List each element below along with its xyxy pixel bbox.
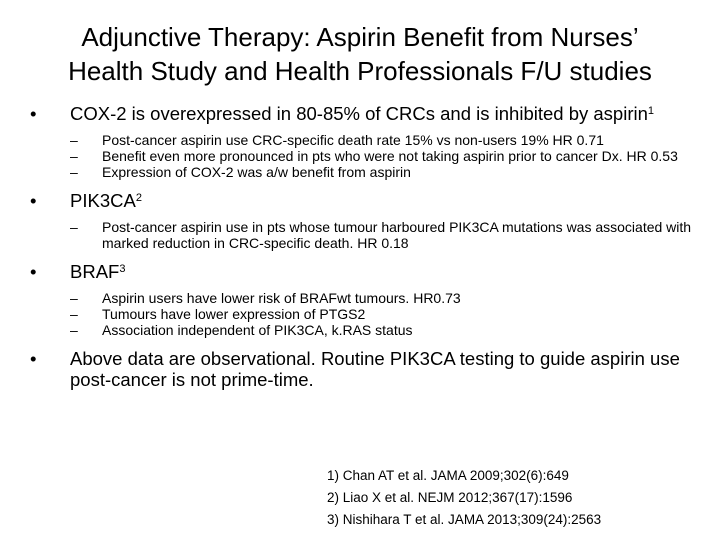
bullet-pik3ca <box>30 190 700 211</box>
slide-title-line-1: Adjunctive Therapy: Aspirin Benefit from Nurses’ <box>81 22 639 52</box>
sub-bullet: – Aspirin users have lower risk of BRAFwt tumours. HR0.73 <box>30 290 700 306</box>
sub-bullet: – Association independent of PIK3CA, k.RAS status <box>30 322 700 338</box>
sub-bullet: – Expression of COX-2 was a/w benefit from aspirin <box>30 164 700 180</box>
sub-bullet: – Benefit even more pronounced in pts who were not taking aspirin prior to cancer Dx. HR 0.53 <box>30 148 700 164</box>
reference-item: 3) Nishihara T et al. JAMA 2013;309(24):2563 <box>327 512 602 527</box>
bullet-observational <box>30 348 700 390</box>
sub-bullet: – Tumours have lower expression of PTGS2 <box>30 306 700 322</box>
slide-content <box>30 103 700 390</box>
bullet-text: Above data are observational. Routine PIK3CA testing to guide aspirin use post-cancer is not prime-time. <box>70 348 680 390</box>
references <box>327 465 601 531</box>
citation-marker: 1 <box>647 105 655 117</box>
slide-title-line-2: Health Study and Health Professionals F/U studies <box>68 56 652 86</box>
bullet-text: PIK3CA <box>70 190 136 211</box>
slide-title <box>20 20 700 88</box>
sub-bullet: – Post-cancer aspirin use CRC-specific death rate 15% vs non-users 19% HR 0.71 <box>30 132 700 148</box>
citation-marker: 2 <box>135 192 142 204</box>
bullet-cox2 <box>30 103 700 124</box>
sub-bullet: – Post-cancer aspirin use in pts whose tumour harboured PIK3CA mutations was associated with marked reduction in CRC-specific death. HR 0.18 <box>30 219 700 251</box>
bullet-text: BRAF <box>70 261 120 282</box>
citation-marker: 3 <box>119 263 126 275</box>
bullet-text: COX-2 is overexpressed in 80-85% of CRCs and is inhibited by aspirin <box>70 103 648 124</box>
reference-item: 2) Liao X et al. NEJM 2012;367(17):1596 <box>327 490 573 505</box>
reference-item: 1) Chan AT et al. JAMA 2009;302(6):649 <box>327 468 569 483</box>
bullet-braf <box>30 261 700 282</box>
